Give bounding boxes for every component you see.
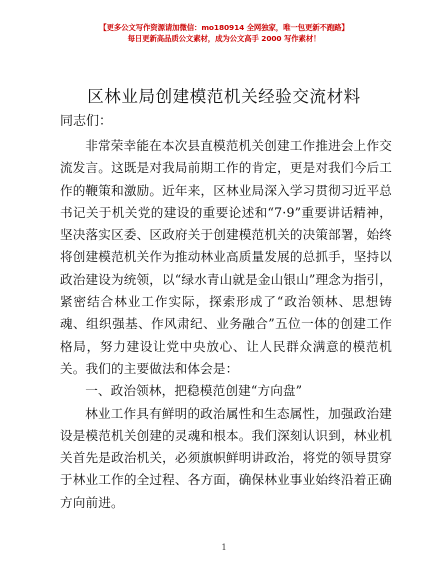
page-number: 1 bbox=[221, 543, 227, 552]
document-body bbox=[60, 135, 392, 514]
document-title: 区林业局创建模范机关经验交流材料 bbox=[87, 87, 361, 106]
salutation: 同志们： bbox=[60, 114, 113, 129]
promo-banner bbox=[0, 22, 448, 44]
paragraph-section-1: 林业工作具有鲜明的政治属性和生态属性，加强政治建设是模范机关创建的灵魂和根本。我们深刻认识到，林业机关首先是政治机关，必须旗帜鲜明讲政治，将党的领导贯穿于林业工作的全过程、各方面，确保林业事业始终沿着正确方向前进。 bbox=[60, 405, 392, 510]
promo-banner-line-1: 【更多公文写作资源请加微信：mo180914 全网独家，唯一包更新不跑路】 bbox=[99, 23, 349, 32]
section-heading: 一、政治领林，把稳模范创建“方向盘” bbox=[85, 383, 303, 399]
promo-banner-line-2: 每日更新高品质公文素材，成为公文高手 2000 写作素材！ bbox=[127, 34, 321, 43]
paragraph-intro: 非常荣幸能在本次县直模范机关创建工作推进会上作交流发言。这既是对我局前期工作的肯定，更是对我们今后工作的鞭策和激励。近年来，区林业局深入学习贯彻习近平总书记关于机关党的建设的重要论述和“7·9”重要讲话精神，坚决落实区委、区政府关于创建模范机关的决策部署，始终将创建模范机关作为推动林业高质量发展的总抓手，坚持以政治建设为统领，以“绿水青山就是金山银山”理念为指引，紧密结合林业工作实际，探索形成了“政治领林、思想铸魂、组织强基、作风肃纪、业务融合”五位一体的创建工作格局，努力建设让党中央放心、让人民群众满意的模范机关。我们的主要做法和体会是： bbox=[60, 138, 392, 376]
